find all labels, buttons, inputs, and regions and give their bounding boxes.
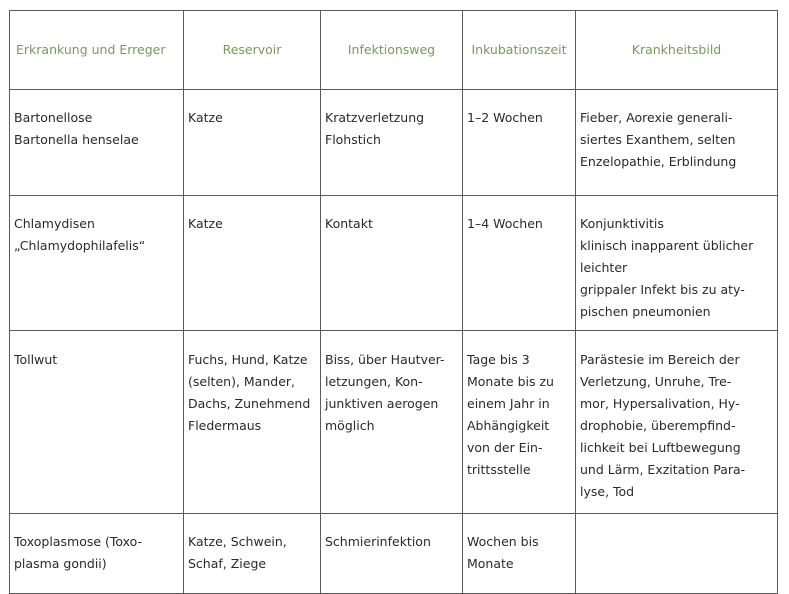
cell-line: 1–2 Wochen bbox=[467, 110, 543, 125]
cell-line: Kontakt bbox=[325, 216, 373, 231]
cell-line: trittsstelle bbox=[467, 462, 531, 477]
cell-line: Konjunktivitis bbox=[580, 216, 664, 231]
cell-route bbox=[321, 196, 463, 331]
cell-route bbox=[321, 514, 463, 594]
cell-line: Katze, Schwein, bbox=[188, 534, 287, 549]
cell-line: drophobie, überempfind- bbox=[580, 418, 736, 433]
cell-line: Fieber, Aorexie generali- bbox=[580, 110, 733, 125]
cell-line: von der Ein- bbox=[467, 440, 543, 455]
cell-line: Bartonellose bbox=[14, 110, 93, 125]
table-row bbox=[10, 514, 778, 594]
table-row bbox=[10, 331, 778, 514]
cell-line: „Chlamydophilafelis“ bbox=[14, 238, 146, 253]
cell-line: Parästesie im Bereich der bbox=[580, 352, 740, 367]
cell-disease bbox=[10, 196, 184, 331]
header-reservoir: Reservoir bbox=[184, 11, 321, 90]
cell-line: Kratzverletzung bbox=[325, 110, 425, 125]
cell-incubation bbox=[463, 90, 576, 196]
cell-reservoir bbox=[184, 331, 321, 514]
cell-incubation bbox=[463, 196, 576, 331]
cell-route bbox=[321, 331, 463, 514]
cell-line: junktiven aerogen bbox=[325, 396, 439, 411]
zoonosis-table bbox=[9, 10, 778, 594]
cell-line: Dachs, Zunehmend bbox=[188, 396, 311, 411]
cell-line: Toxoplasmose (Toxo- bbox=[14, 534, 143, 549]
cell-line: Tage bis 3 bbox=[467, 352, 530, 367]
table-row bbox=[10, 196, 778, 331]
cell-line: lyse, Tod bbox=[580, 484, 635, 499]
cell-line: leichter bbox=[580, 260, 628, 275]
cell-line: grippaler Infekt bis zu aty- bbox=[580, 282, 745, 297]
cell-line: (selten), Mander, bbox=[188, 374, 295, 389]
cell-line: Flohstich bbox=[325, 132, 381, 147]
cell-reservoir bbox=[184, 196, 321, 331]
cell-line: letzungen, Kon- bbox=[325, 374, 423, 389]
cell-symptoms bbox=[576, 90, 778, 196]
cell-line: Enzelopathie, Erblindung bbox=[580, 154, 737, 169]
cell-line: Katze bbox=[188, 110, 223, 125]
header-symptoms: Krankheitsbild bbox=[576, 11, 778, 90]
cell-line: Fledermaus bbox=[188, 418, 262, 433]
cell-line: und Lärm, Exzitation Para- bbox=[580, 462, 746, 477]
cell-line: Tollwut bbox=[14, 352, 58, 367]
cell-line: möglich bbox=[325, 418, 375, 433]
cell-line: Katze bbox=[188, 216, 223, 231]
cell-line: Chlamydisen bbox=[14, 216, 95, 231]
cell-line: siertes Exanthem, selten bbox=[580, 132, 736, 147]
cell-line: mor, Hypersalivation, Hy- bbox=[580, 396, 740, 411]
cell-line: klinisch inapparent üblicher bbox=[580, 238, 754, 253]
cell-symptoms bbox=[576, 514, 778, 594]
cell-disease bbox=[10, 90, 184, 196]
cell-symptoms bbox=[576, 196, 778, 331]
cell-disease bbox=[10, 514, 184, 594]
cell-line: Monate bis zu bbox=[467, 374, 554, 389]
cell-line: lichkeit bei Luftbewegung bbox=[580, 440, 741, 455]
cell-line: Biss, über Hautver- bbox=[325, 352, 445, 367]
cell-route bbox=[321, 90, 463, 196]
cell-incubation bbox=[463, 514, 576, 594]
cell-line: 1–4 Wochen bbox=[467, 216, 543, 231]
table-row bbox=[10, 90, 778, 196]
header-route: Infektionsweg bbox=[321, 11, 463, 90]
cell-incubation bbox=[463, 331, 576, 514]
header-row bbox=[10, 11, 778, 90]
header-disease: Erkrankung und Erreger bbox=[10, 11, 184, 90]
cell-line: Monate bbox=[467, 556, 514, 571]
cell-reservoir bbox=[184, 514, 321, 594]
cell-line: Bartonella henselae bbox=[14, 132, 139, 147]
cell-disease bbox=[10, 331, 184, 514]
cell-reservoir bbox=[184, 90, 321, 196]
cell-line: Wochen bis bbox=[467, 534, 539, 549]
cell-line: Fuchs, Hund, Katze bbox=[188, 352, 308, 367]
cell-line: Schaf, Ziege bbox=[188, 556, 267, 571]
cell-line: Schmierinfektion bbox=[325, 534, 431, 549]
cell-line: einem Jahr in bbox=[467, 396, 550, 411]
cell-line: Abhängigkeit bbox=[467, 418, 550, 433]
cell-line: pischen pneumonien bbox=[580, 304, 711, 319]
cell-line: Verletzung, Unruhe, Tre- bbox=[580, 374, 732, 389]
cell-symptoms bbox=[576, 331, 778, 514]
cell-line: plasma gondii) bbox=[14, 556, 107, 571]
header-incubation: Inkubationszeit bbox=[463, 11, 576, 90]
